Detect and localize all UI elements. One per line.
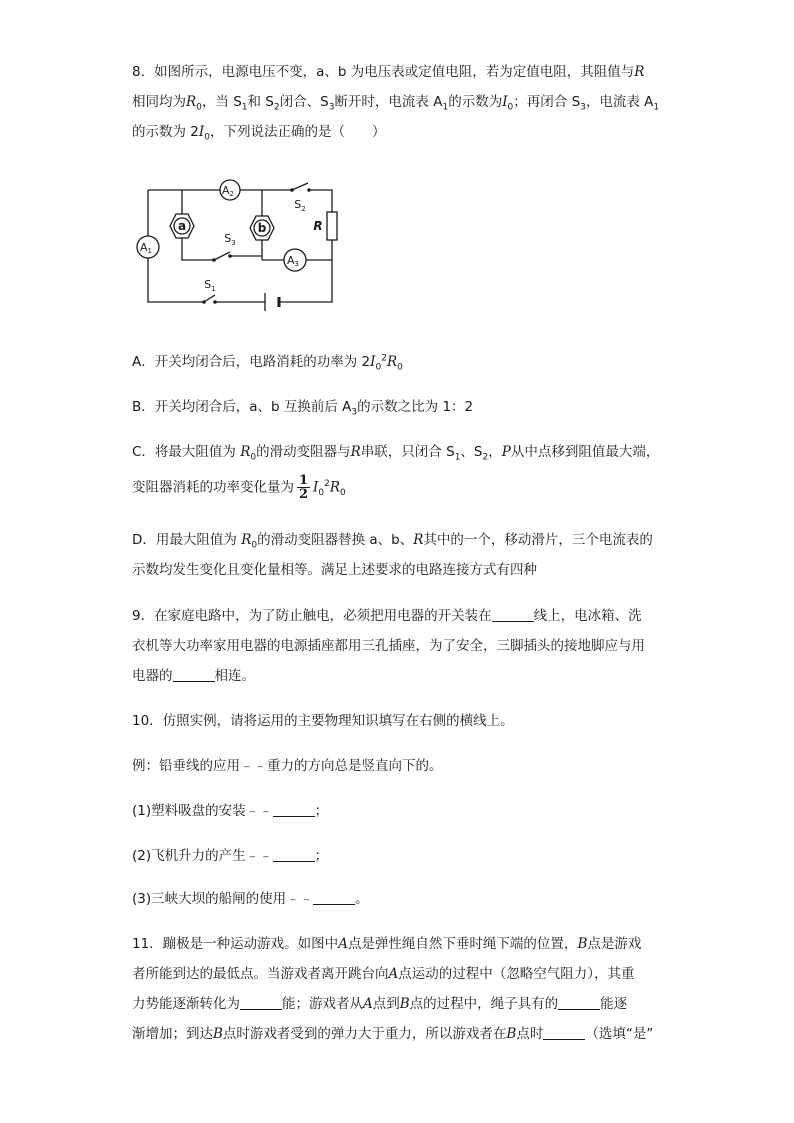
q10-item-3: (3)三峡大坝的船闸的使用﹣﹣ 。 <box>132 891 369 907</box>
s2-contact-left <box>290 188 294 192</box>
q11-line-3: 力势能逐渐转化为 能；游戏者从A点到B点的过程中，绳子具有的 能逐 <box>132 996 628 1012</box>
ammeter-a2-label: A2 <box>222 184 234 198</box>
q9-blank-2[interactable] <box>173 667 215 682</box>
q11-line-4: 渐增加；到达B点时游戏者受到的弹力大于重力，所以游戏者在B点时 （选填“是” <box>132 1026 654 1042</box>
q8-line-2: 相同均为$R_0$，当 $S_1$和 $S_2$闭合、$S_3$断开时，电流表 $A_1$的示数为$I_0$；再闭合 $S_3$，电流表 $A_1$ <box>132 94 660 113</box>
switch-s1-blade <box>204 295 215 302</box>
q9-line-1: 9．在家庭电路中，为了防止触电，必须把用电器的开关装在 线上，电冰箱、洗 <box>132 608 642 624</box>
s3-contact-right <box>228 254 232 258</box>
q10-line-1: 10．仿照实例，请将运用的主要物理知识填写在右侧的横线上。 <box>132 713 514 729</box>
q11-blank-2[interactable] <box>558 995 600 1010</box>
s1-contact-left <box>202 300 206 304</box>
q10-blank-1[interactable] <box>273 802 315 817</box>
meter-b-label: b <box>257 221 267 235</box>
switch-s2-blade <box>292 183 308 190</box>
option-b: B．开关均闭合后，a、b 互换前后 $A_3$的示数之比为 1：2 <box>132 399 474 418</box>
q10-item-1: (1)塑料吸盘的安装﹣﹣ ； <box>132 803 329 819</box>
right-lower-wire <box>279 240 332 302</box>
q11-line-2: 者所能到达的最低点。当游戏者离开跳台向A点运动的过程中（忽略空气阻力），其重 <box>132 966 635 982</box>
q11-line-1: 11．蹦极是一种运动游戏。如图中A点是弹性绳自然下垂时绳下端的位置，B点是游戏 <box>132 936 642 952</box>
fraction-one-half: $\frac{1}{2}$ <box>299 473 309 502</box>
q11-blank-1[interactable] <box>240 995 282 1010</box>
q10-item-2: (2)飞机升力的产生﹣﹣ ； <box>132 848 329 864</box>
option-d-line-1: D．用最大阻值为 $R_0$的滑动变阻器替换 a、b、R其中的一个，移动滑片，三个电流表的 <box>132 532 653 551</box>
left-wire <box>148 190 204 302</box>
resistor-r <box>327 212 337 240</box>
q10-blank-3[interactable] <box>313 890 355 905</box>
q10-example: 例：铅垂线的应用﹣﹣重力的方向总是竖直向下的。 <box>132 758 443 774</box>
q10-blank-2[interactable] <box>273 847 315 862</box>
s2-contact-right <box>307 188 311 192</box>
q9-line-2: 衣机等大功率家用电器的电源插座都用三孔插座，为了安全，三脚插头的接地脚应与用 <box>132 638 645 654</box>
resistor-r-label: R <box>313 219 323 233</box>
meter-a-label: a <box>177 219 187 233</box>
q8-line-3: 的示数为 $2I_0$，下列说法正确的是（ ） <box>132 124 386 143</box>
option-a: A．开关均闭合后，电路消耗的功率为 $2I_0^2R_0$ <box>132 353 403 373</box>
switch-s2-label: $S_2$ <box>294 198 306 213</box>
switch-s3-blade <box>214 252 230 260</box>
option-d-line-2: 示数均发生变化且变化量相等。满足上述要求的电路连接方式有四种 <box>132 562 537 578</box>
q8-line-1: 8．如图所示，电源电压不变，a、b 为电压表或定值电阻，若为定值电阻，其阻值与R <box>132 64 645 80</box>
option-c-line-2: 变阻器消耗的功率变化量为 $\frac{1}{2}$ $I_0^2R_0$ <box>132 473 346 502</box>
s1-contact-right <box>213 300 217 304</box>
q9-line-3: 电器的 相连。 <box>132 668 255 684</box>
q11-blank-3[interactable] <box>543 1025 585 1040</box>
ammeter-a3-label: A3 <box>287 254 299 268</box>
ammeter-a1-label: A1 <box>140 241 152 255</box>
right-upper-wire <box>309 190 332 212</box>
q9-blank-1[interactable] <box>492 607 534 622</box>
switch-s3-label: $S_3$ <box>224 232 236 247</box>
circuit-diagram <box>134 172 344 322</box>
a-branch-wire <box>182 190 214 260</box>
s3-contact-left <box>212 258 216 262</box>
option-c-line-1: C．将最大阻值为 $R_0$的滑动变阻器与R串联，只闭合 $S_1$、$S_2$，P从中点移到阻值最大端， <box>132 444 660 463</box>
switch-s1-label: $S_1$ <box>204 278 216 293</box>
